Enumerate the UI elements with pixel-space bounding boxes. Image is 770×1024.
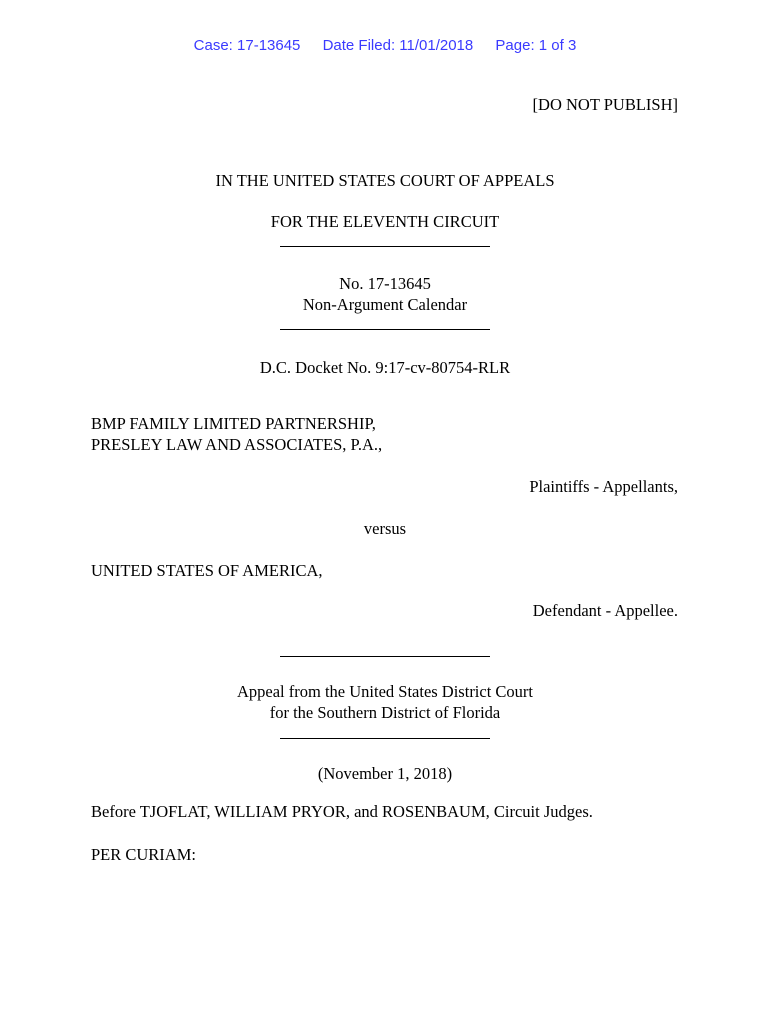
defendant-role: Defendant - Appellee. [532,601,678,620]
decision-date: (November 1, 2018) [317,764,453,783]
defendant-name: UNITED STATES OF AMERICA, [91,561,323,580]
page-count-stamp: Page: 1 of 3 [495,37,577,54]
filing-header-stamp [0,37,770,54]
docket-number: D.C. Docket No. 9:17-cv-80754-RLR [259,358,511,377]
date-filed-stamp: Date Filed: 11/01/2018 [322,37,474,54]
court-name: IN THE UNITED STATES COURT OF APPEALS [215,171,555,190]
case-number-stamp: Case: 17-13645 [193,37,301,54]
circuit-name: FOR THE ELEVENTH CIRCUIT [270,212,500,231]
publication-status: [DO NOT PUBLISH] [532,95,678,114]
plaintiff-name: PRESLEY LAW AND ASSOCIATES, P.A., [91,435,383,454]
per-curiam-heading: PER CURIAM: [91,845,196,864]
case-number: No. 17-13645 [339,274,431,293]
plaintiff-role: Plaintiffs - Appellants, [529,477,678,496]
divider-rule [280,738,490,739]
divider-rule [280,656,490,657]
divider-rule [280,246,490,247]
plaintiff-name: BMP FAMILY LIMITED PARTNERSHIP, [91,414,376,433]
divider-rule [280,329,490,330]
versus-label: versus [363,519,407,538]
calendar-type: Non-Argument Calendar [302,295,468,314]
appeal-district: for the Southern District of Florida [269,703,501,722]
judicial-panel: Before TJOFLAT, WILLIAM PRYOR, and ROSENBAUM, Circuit Judges. [91,802,593,821]
appeal-origin: Appeal from the United States District Court [236,682,534,701]
